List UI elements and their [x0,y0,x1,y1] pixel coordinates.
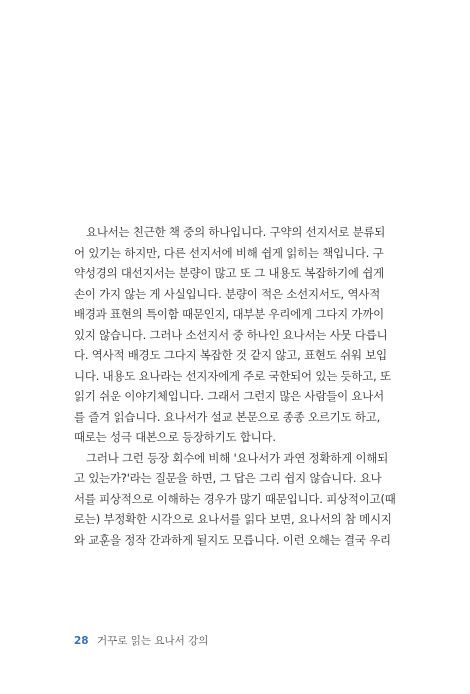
page-number: 28 [74,635,89,647]
paragraph-1-line-5: 배경과 표현의 특이함 때문인지, 대부분 우리에게 그다지 가까이 [74,307,384,321]
paragraph-1-line-8: 니다. 내용도 요나라는 선지자에게 주로 국한되어 있는 듯하고, 또 [74,368,391,383]
paragraph-1-line-4: 손이 가지 않는 게 사실입니다. 분량이 적은 소선지서도, 역사적 [74,286,381,301]
paragraph-1-line-7: 다. 역사적 배경도 그다지 복잡한 것 같지 않고, 표현도 쉬워 보입 [74,348,387,362]
paragraph-1-line-10: 를 즐겨 읽습니다. 요나서가 설교 본문으로 종종 오르기도 하고, [74,409,381,424]
running-title: 거꾸로 읽는 요나서 강의 [96,635,209,647]
paragraph-2-line-1: 그러나 그런 등장 회수에 비해 '요나서가 과연 정확하게 이해되 [86,450,389,465]
paragraph-2-line-4: 로는) 부정확한 시각으로 요나서를 읽다 보면, 요나서의 참 메시지 [74,512,392,526]
paragraph-1-line-9: 읽기 쉬운 이야기체입니다. 그래서 그런지 많은 사람들이 요나서 [74,389,384,403]
paragraph-1-line-6: 있지 않습니다. 그러나 소선지서 중 하나인 요나서는 사뭇 다릅니 [74,327,388,342]
paragraph-1-line-2: 어 있기는 하지만, 다른 선지서에 비해 쉽게 읽히는 책입니다. 구 [74,245,384,260]
paragraph-1-line-11: 때로는 성극 대본으로 등장하기도 합니다. [74,430,276,444]
paragraph-2-line-3: 서를 피상적으로 이해하는 경우가 많기 때문입니다. 피상적이고(때 [74,491,396,506]
paragraph-1-line-3: 약성경의 대선지서는 분량이 많고 또 그 내용도 복잡하기에 쉽게 [74,266,384,280]
body-text [74,222,406,550]
paragraph-1-line-1: 요나서는 친근한 책 중의 하나입니다. 구약의 선지서로 분류되 [86,225,386,239]
page-footer [74,633,208,649]
paragraph-2-line-2: 고 있는가?'라는 질문을 하면, 그 답은 그리 쉽지 않습니다. 요나 [74,471,382,485]
paragraph-2-line-5: 와 교훈을 정작 간과하게 될지도 모릅니다. 이런 오해는 결국 우리 [74,532,391,547]
